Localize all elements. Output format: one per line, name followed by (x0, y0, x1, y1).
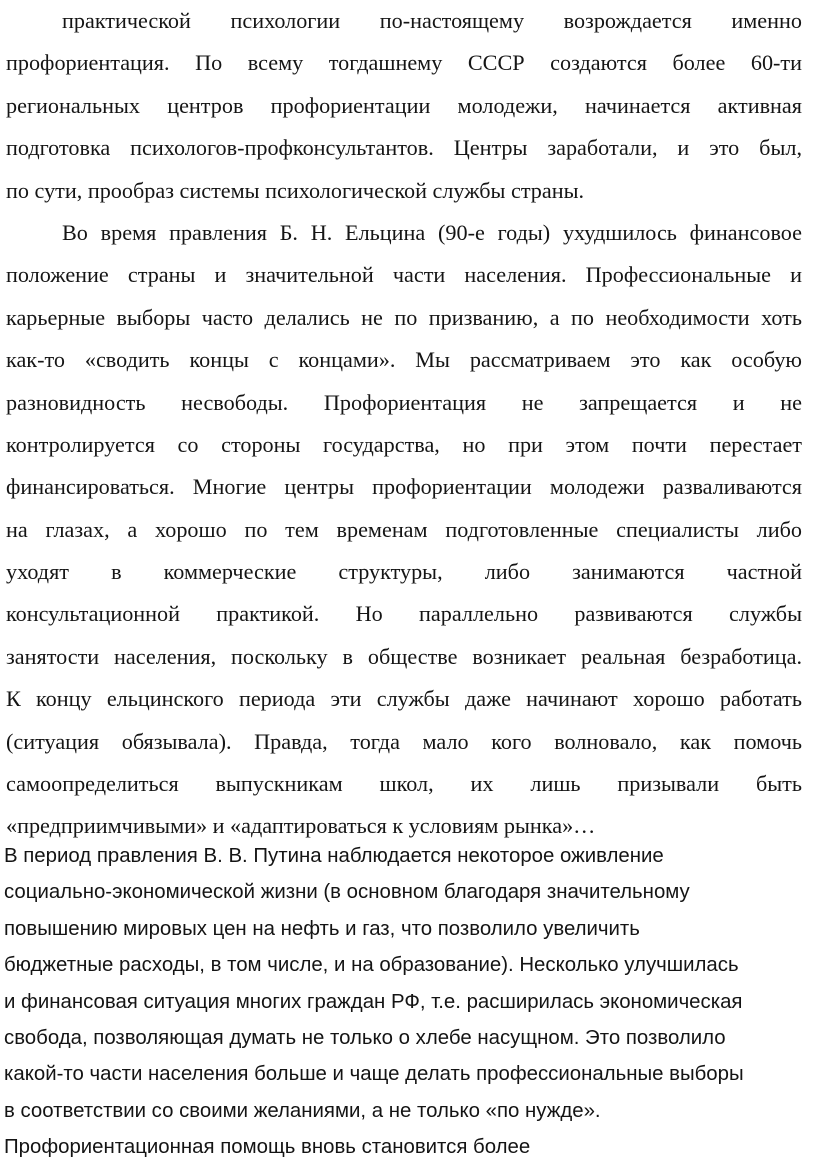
text-line: уходят в коммерческие структуры, либо занимаются частной (6, 559, 802, 585)
text-line: профориентация. По всему тогдашнему СССР создаются более 60-ти (6, 50, 802, 76)
text-line: контролируется со стороны государства, но при этом почти перестает (6, 431, 802, 457)
text-line: В период правления В. В. Путина наблюдается некоторое оживление (4, 845, 664, 867)
text-line: повышению мировых цен на нефть и газ, что позволило увеличить (4, 917, 640, 940)
text-line: самоопределиться выпускникам школ, их лишь призывали быть (6, 771, 802, 797)
paragraph-1 (6, 0, 802, 212)
text-line: практической психологии по-настоящему возрождается именно (62, 8, 802, 33)
text-line: бюджетные расходы, в том числе, и на образование). Несколько улучшилась (4, 954, 739, 977)
text-line: и финансовая ситуация многих граждан РФ, т.е. расширилась экономическая (4, 990, 743, 1013)
text-line: карьерные выборы часто делались не по призванию, а по необходимости хоть (6, 304, 802, 330)
text-line: (ситуация обязывала). Правда, тогда мало кого волновало, как помочь (6, 728, 802, 754)
paragraph-3 (4, 838, 804, 1166)
text-line: социально-экономической жизни (в основном благодаря значительному (4, 881, 690, 904)
text-line: подготовка психологов-профконсультантов. Центры заработали, и это был, (6, 135, 802, 161)
text-line: «предприимчивыми» и «адаптироваться к условиям рынка»… (6, 813, 596, 839)
text-line: региональных центров профориентации молодежи, начинается активная (6, 92, 802, 118)
text-line: какой-то части населения больше и чаще делать профессиональные выборы (4, 1063, 744, 1086)
text-line: разновидность несвободы. Профориентация не запрещается и не (6, 389, 802, 415)
text-line: Во время правления Б. Н. Ельцина (90-е годы) ухудшилось финансовое (62, 219, 802, 245)
text-line: Профориентационная помощь вновь становится более (4, 1136, 531, 1159)
text-line: занятости населения, поскольку в обществе возникает реальная безработица. (6, 643, 802, 669)
text-line: консультационной практикой. Но параллельно развиваются службы (6, 601, 802, 627)
text-line: на глазах, а хорошо по тем временам подготовленные специалисты либо (6, 516, 802, 542)
text-line: свобода, позволяющая думать не только о хлебе насущном. Это позволило (4, 1026, 726, 1049)
text-line: финансироваться. Многие центры профориентации молодежи разваливаются (6, 474, 802, 500)
text-line: в соответствии со своими желаниями, а не только «по нужде». (4, 1099, 601, 1122)
paragraph-2 (6, 212, 802, 848)
text-line: положение страны и значительной части населения. Профессиональные и (6, 262, 802, 288)
text-line: по сути, прообраз системы психологической службы страны. (6, 177, 585, 203)
text-line: как-то «сводить концы с концами». Мы рассматриваем это как особую (6, 347, 802, 373)
serif-text-block (6, 0, 802, 848)
text-line: К концу ельцинского периода эти службы даже начинают хорошо работать (6, 686, 802, 712)
